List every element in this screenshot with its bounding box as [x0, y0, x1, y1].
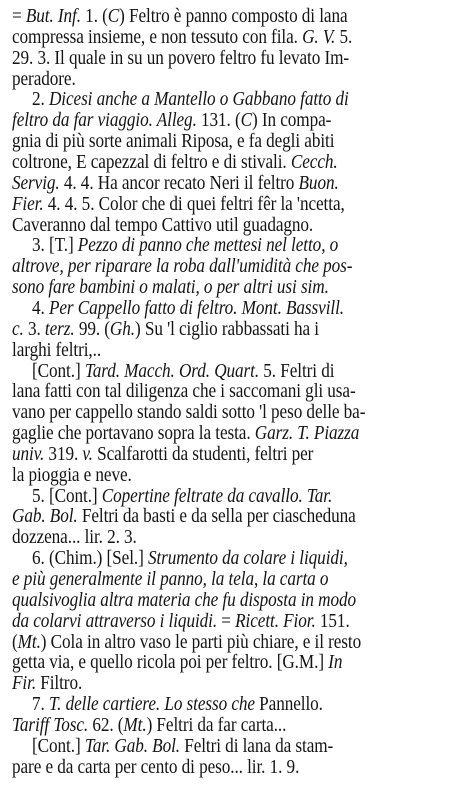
- roman-text: 7.: [32, 693, 49, 716]
- roman-text: coltrone, E capezzal di feltro e di stivali.: [12, 151, 291, 173]
- roman-text: Feltri di lana da stam-: [180, 734, 334, 757]
- roman-text: =: [217, 609, 236, 632]
- roman-text: lana fatti con tal diligenza che i saccomani gli usa-: [12, 380, 356, 403]
- italic-text: Tar. Gab. Bol.: [84, 734, 181, 757]
- roman-text: 319.: [44, 442, 83, 465]
- roman-text: pare e da carta per cento di peso... lir. 1. 9.: [12, 755, 300, 778]
- italic-text: But. Inf.: [25, 5, 81, 27]
- roman-text: 99. (: [74, 317, 110, 340]
- roman-text: larghi feltri,..: [12, 338, 102, 361]
- italic-text: qualsivoglia altra materia che fu disposta in modo: [12, 588, 356, 611]
- roman-text: 4.: [32, 296, 49, 319]
- roman-text: 3. [T.]: [32, 234, 78, 257]
- roman-text: gaglie che portavano sopra la testa.: [12, 422, 255, 444]
- italic-text: Mt.: [123, 713, 147, 736]
- roman-text: 4. 4. Ha ancor recato Neri il feltro: [59, 171, 299, 194]
- italic-text: Dicesi anche a Mantello o Gabbano fatto di: [48, 88, 349, 111]
- italic-text: Pezzo di panno che mettesi nel letto, o: [77, 234, 339, 257]
- italic-text: univ.: [12, 442, 45, 465]
- roman-text: (: [12, 630, 18, 653]
- roman-text: 5. [Cont.]: [32, 484, 102, 507]
- entry-line: [12, 755, 398, 779]
- roman-text: [Cont.]: [32, 734, 85, 757]
- roman-text: ) Feltro è panno composto di lana: [119, 5, 348, 27]
- italic-text: Tariff Tosc.: [12, 713, 89, 736]
- italic-text: Fier.: [12, 192, 44, 215]
- roman-text: 29. 3. Il quale in su un povero feltro fu levato Im-: [12, 46, 350, 69]
- italic-text: feltro da far viaggio. Alleg.: [12, 109, 197, 132]
- roman-text: 5.: [335, 25, 353, 48]
- roman-text: Scalfarotti da studenti, feltri per: [92, 442, 314, 465]
- roman-text: 6. (Chim.) [Sel.]: [32, 547, 148, 570]
- roman-text: la pioggia e neve.: [12, 463, 132, 486]
- roman-text: Filtro.: [36, 672, 83, 695]
- italic-text: T. delle cartiere. Lo stesso che: [48, 693, 255, 716]
- italic-text: terz.: [44, 317, 75, 340]
- roman-text: 1. (: [80, 5, 108, 27]
- italic-text: Copertine feltrate da cavallo. Tar.: [101, 484, 333, 507]
- roman-text: Feltri da basti e da sella per ciascheduna: [77, 505, 356, 528]
- roman-text: gnia di più sorte animali Riposa, e fa degli abiti: [12, 130, 335, 153]
- roman-text: compressa insieme, e non tessuto con fila.: [12, 25, 303, 48]
- roman-text: ) In compa-: [252, 109, 332, 132]
- italic-text: Mt.: [17, 630, 41, 653]
- roman-text: 3.: [23, 317, 45, 340]
- roman-text: 2.: [32, 88, 49, 111]
- italic-text: c.: [12, 317, 24, 340]
- italic-text: sono fare bambini o malati, o per altri usi sim.: [12, 276, 329, 299]
- roman-text: 62. (: [88, 713, 124, 736]
- italic-text: In: [328, 651, 343, 674]
- roman-text: dozzena... lir. 2. 3.: [12, 526, 137, 549]
- italic-text: Buon.: [298, 171, 339, 194]
- italic-text: G. V.: [302, 25, 336, 48]
- italic-text: e più generalmente il panno, la tela, la carta o: [12, 568, 329, 590]
- roman-text: vano per cappello stando saldi sotto 'l peso delle ba-: [12, 401, 366, 424]
- roman-text: 151.: [315, 609, 350, 632]
- roman-text: Caveranno dal tempo Cattivo util guadagno.: [12, 213, 314, 236]
- italic-text: altrove, per riparare la roba dall'umidità che pos-: [12, 255, 353, 278]
- roman-text: ) Su 'l ciglio rabbassati ha i: [135, 317, 319, 340]
- roman-text: ) Cola in altro vaso le parti più chiare, e il resto: [40, 630, 362, 653]
- italic-text: Gab. Bol.: [12, 505, 78, 528]
- italic-text: Ricett. Fior.: [235, 609, 316, 632]
- italic-text: Strumento da colare i liquidi,: [147, 547, 348, 570]
- italic-text: da colarvi attraverso i liquidi.: [12, 609, 218, 632]
- roman-text: 131. (: [196, 109, 241, 132]
- italic-text: Tard. Macch. Ord. Quart.: [84, 359, 260, 382]
- roman-text: 4. 4. 5. Color che di quei feltri fêr la 'ncetta,: [43, 192, 345, 215]
- roman-text: =: [12, 5, 26, 27]
- italic-text: Garz. T. Piazza: [254, 422, 360, 444]
- italic-text: Servig.: [12, 171, 60, 194]
- roman-text: 5. Feltri di: [259, 359, 335, 382]
- italic-text: Gh.: [109, 317, 136, 340]
- italic-text: v.: [82, 442, 93, 465]
- italic-text: C: [107, 5, 120, 27]
- roman-text: [Cont.]: [32, 359, 85, 382]
- roman-text: Pannello.: [254, 693, 323, 716]
- italic-text: C: [240, 109, 253, 132]
- roman-text: peradore.: [12, 67, 76, 90]
- roman-text: ) Feltri da far carta...: [146, 713, 287, 736]
- italic-text: Per Cappello fatto di feltro. Mont. Bassvill.: [48, 296, 344, 319]
- italic-text: Fir.: [12, 672, 37, 695]
- roman-text: getta via, e quello ricola poi per feltro. [G.M.]: [12, 651, 329, 674]
- italic-text: Cecch.: [290, 151, 338, 173]
